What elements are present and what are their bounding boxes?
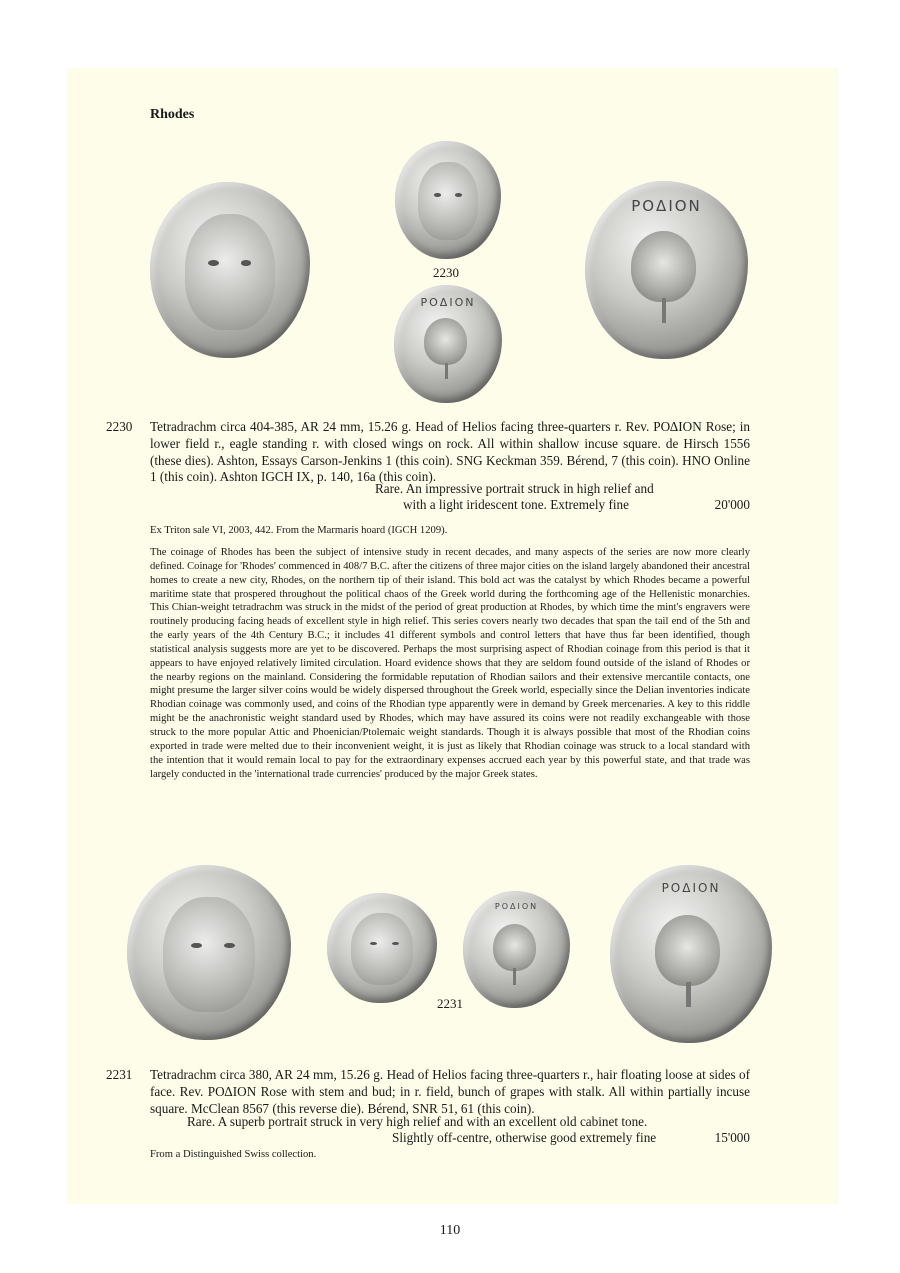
- image-label-2231: 2231: [437, 996, 463, 1011]
- provenance-2231: From a Distinguished Swiss collection.: [150, 1149, 317, 1160]
- page-number: 110: [439, 1223, 461, 1238]
- lot-description-2230: Tetradrachm circa 404-385, AR 24 mm, 15.26 g. Head of Helios facing three-quarters r. Rev. ΡΟΔΙΟΝ Rose; in lower field r., eagle standing r. with closed wings on rock. All within shallow incuse square. de Hirsch 1556 (these dies). Ashton, Essays Carson-Jenkins 1 (this coin). SNG Keckman 359. Bérend, 7 (this coin). HNO Online 1 (this coin). Ashton IGCH IX, p. 140, 16a (this coin).: [150, 419, 750, 485]
- grade-line-2231-a: Rare. A superb portrait struck in very high relief and with an excellent old cabinet tone.: [187, 1114, 648, 1129]
- section-heading: Rhodes: [150, 107, 195, 122]
- coin-legend: ΡΟΔΙΟΝ: [631, 197, 702, 216]
- lot-description-2231: Tetradrachm circa 380, AR 24 mm, 15.26 g. Head of Helios facing three-quarters r., hair floating loose at sides of face. Rev. ΡΟΔΙΟΝ Rose with stem and bud; in r. field, bunch of grapes with stalk. All within partially incuse square. McClean 8567 (this reverse die). Bérend, SNR 51, 61 (this coin).: [150, 1067, 750, 1116]
- grade-line-2230-b: with a light iridescent tone. Extremely fine: [403, 497, 629, 512]
- coin-legend: ΡΟΔΙΟΝ: [494, 901, 539, 911]
- lot-number-2231: 2231: [106, 1067, 133, 1082]
- estimate-2231: 15'000: [714, 1130, 750, 1145]
- image-label-2230: 2230: [433, 265, 459, 280]
- lot-number-2230: 2230: [106, 419, 133, 434]
- provenance-2230: Ex Triton sale VI, 2003, 442. From the Marmaris hoard (IGCH 1209).: [150, 525, 448, 536]
- coin-legend: ΡΟΔΙΟΝ: [420, 295, 476, 309]
- grade-line-2230-a: Rare. An impressive portrait struck in high relief and: [375, 481, 654, 496]
- coin-legend: ΡΟΔΙΟΝ: [661, 881, 721, 896]
- estimate-2230: 20'000: [714, 497, 750, 512]
- grade-line-2231-b: Slightly off-centre, otherwise good extremely fine: [392, 1130, 657, 1145]
- lot-note-2230: The coinage of Rhodes has been the subject of intensive study in recent decades, and many aspects of the series are now more clearly defined. Coinage for 'Rhodes' commenced in 408/7 B.C. after the citizens of three major cities on the island largely abandoned their ancestral homes to create a new city, Rhodes, on the northern tip of their island. This bold act was the catalyst by which Rhodes became a powerful maritime state that prospered throughout the political chaos of the Greek world during the forthcoming age of the Hellenistic monarchies. This Chian-weight tetradrachm was struck in the midst of the period of great production at Rhodes, by which time the mint's engravers were routinely producing facing heads of excellent style in high relief. This series covers nearly two decades that span the tail end of the 5th and the early years of the 4th Century B.C.; it includes 41 different symbols and control letters that have thus far been identified, though statistical analysis suggests more are yet to be discovered. Perhaps the most surprising aspect of Rhodian coinage from this period is that it appears to have enjoyed relatively limited circulation. Hoard evidence shows that they are seldom found outside of the island of Rhodes or the nearby regions on the mainland. Considering the formidable reputation of Rhodian sailors and their extensive mercantile contacts, one might presume the larger silver coins would be widely dispersed throughout the Greek world, especially since the Delian inventories indicate Rhodian coinage was commonly used, and coins of the Rhodian type apparently were in demand by Greek mercenaries. A key to this riddle might be the anachronistic weight standard used by Rhodes, which may have assured its coins were not readily exchangeable with those struck to the more popular Attic and Phoenician/Ptolemaic weight standards. Though it is always possible that most of the Rhodian coins exported in trade were melted due to their inconvenient weight, it is just as likely that Rhodian coinage was struck to a local standard with the intention that it would remain local to pay for the extraordinary expenses accrued each year by this powerful state, and that trade was largely conducted in the 'international trade currencies' produced by the major Greek states.: [150, 547, 750, 780]
